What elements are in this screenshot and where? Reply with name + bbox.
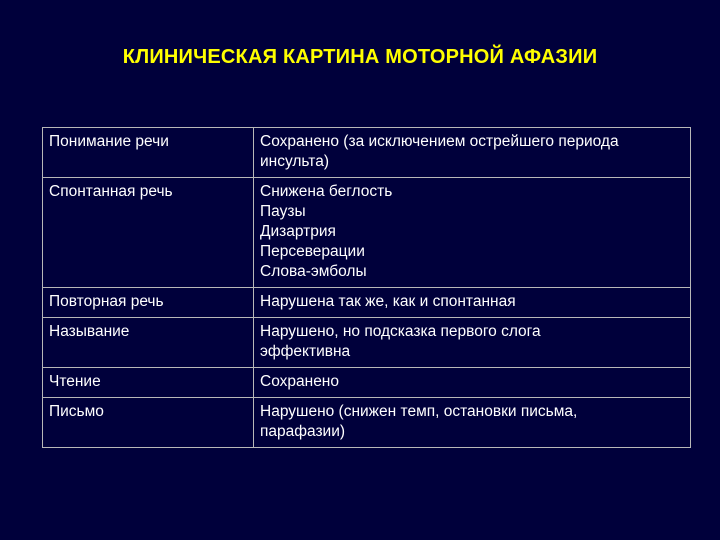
feature-cell bbox=[43, 288, 254, 318]
description-line: инсульта) bbox=[260, 153, 329, 170]
feature-label: Спонтанная речь bbox=[49, 183, 173, 200]
description-cell bbox=[254, 398, 691, 448]
description-line: Дизартрия bbox=[260, 223, 336, 240]
feature-cell bbox=[43, 178, 254, 288]
feature-cell bbox=[43, 368, 254, 398]
feature-cell bbox=[43, 398, 254, 448]
description-line: Нарушено, но подсказка первого слога bbox=[260, 323, 541, 340]
description-line: Сохранено (за исключением острейшего периода bbox=[260, 133, 619, 150]
table-row bbox=[43, 318, 691, 368]
feature-label: Письмо bbox=[49, 403, 104, 420]
description-cell bbox=[254, 128, 691, 178]
description-line: Паузы bbox=[260, 203, 306, 220]
feature-label: Чтение bbox=[49, 373, 101, 390]
description-cell bbox=[254, 368, 691, 398]
description-cell bbox=[254, 178, 691, 288]
description-line: Снижена беглость bbox=[260, 183, 393, 200]
feature-cell bbox=[43, 318, 254, 368]
table-row bbox=[43, 288, 691, 318]
description-line: Персеверации bbox=[260, 243, 365, 260]
description-line: эффективна bbox=[260, 343, 351, 360]
description-cell bbox=[254, 288, 691, 318]
description-line: Сохранено bbox=[260, 373, 339, 390]
table-row bbox=[43, 178, 691, 288]
table-row bbox=[43, 368, 691, 398]
description-cell bbox=[254, 318, 691, 368]
description-line: Нарушена так же, как и спонтанная bbox=[260, 293, 516, 310]
table-row bbox=[43, 398, 691, 448]
slide-title: КЛИНИЧЕСКАЯ КАРТИНА МОТОРНОЙ АФАЗИИ bbox=[122, 46, 598, 68]
aphasia-features-table bbox=[42, 127, 691, 448]
table-row bbox=[43, 128, 691, 178]
description-line: Нарушено (снижен темп, остановки письма, bbox=[260, 403, 578, 420]
description-line: Слова-эмболы bbox=[260, 263, 367, 280]
feature-cell bbox=[43, 128, 254, 178]
feature-label: Повторная речь bbox=[49, 293, 164, 310]
feature-label: Называние bbox=[49, 323, 130, 340]
description-line: парафазии) bbox=[260, 423, 346, 440]
feature-label: Понимание речи bbox=[49, 133, 169, 150]
